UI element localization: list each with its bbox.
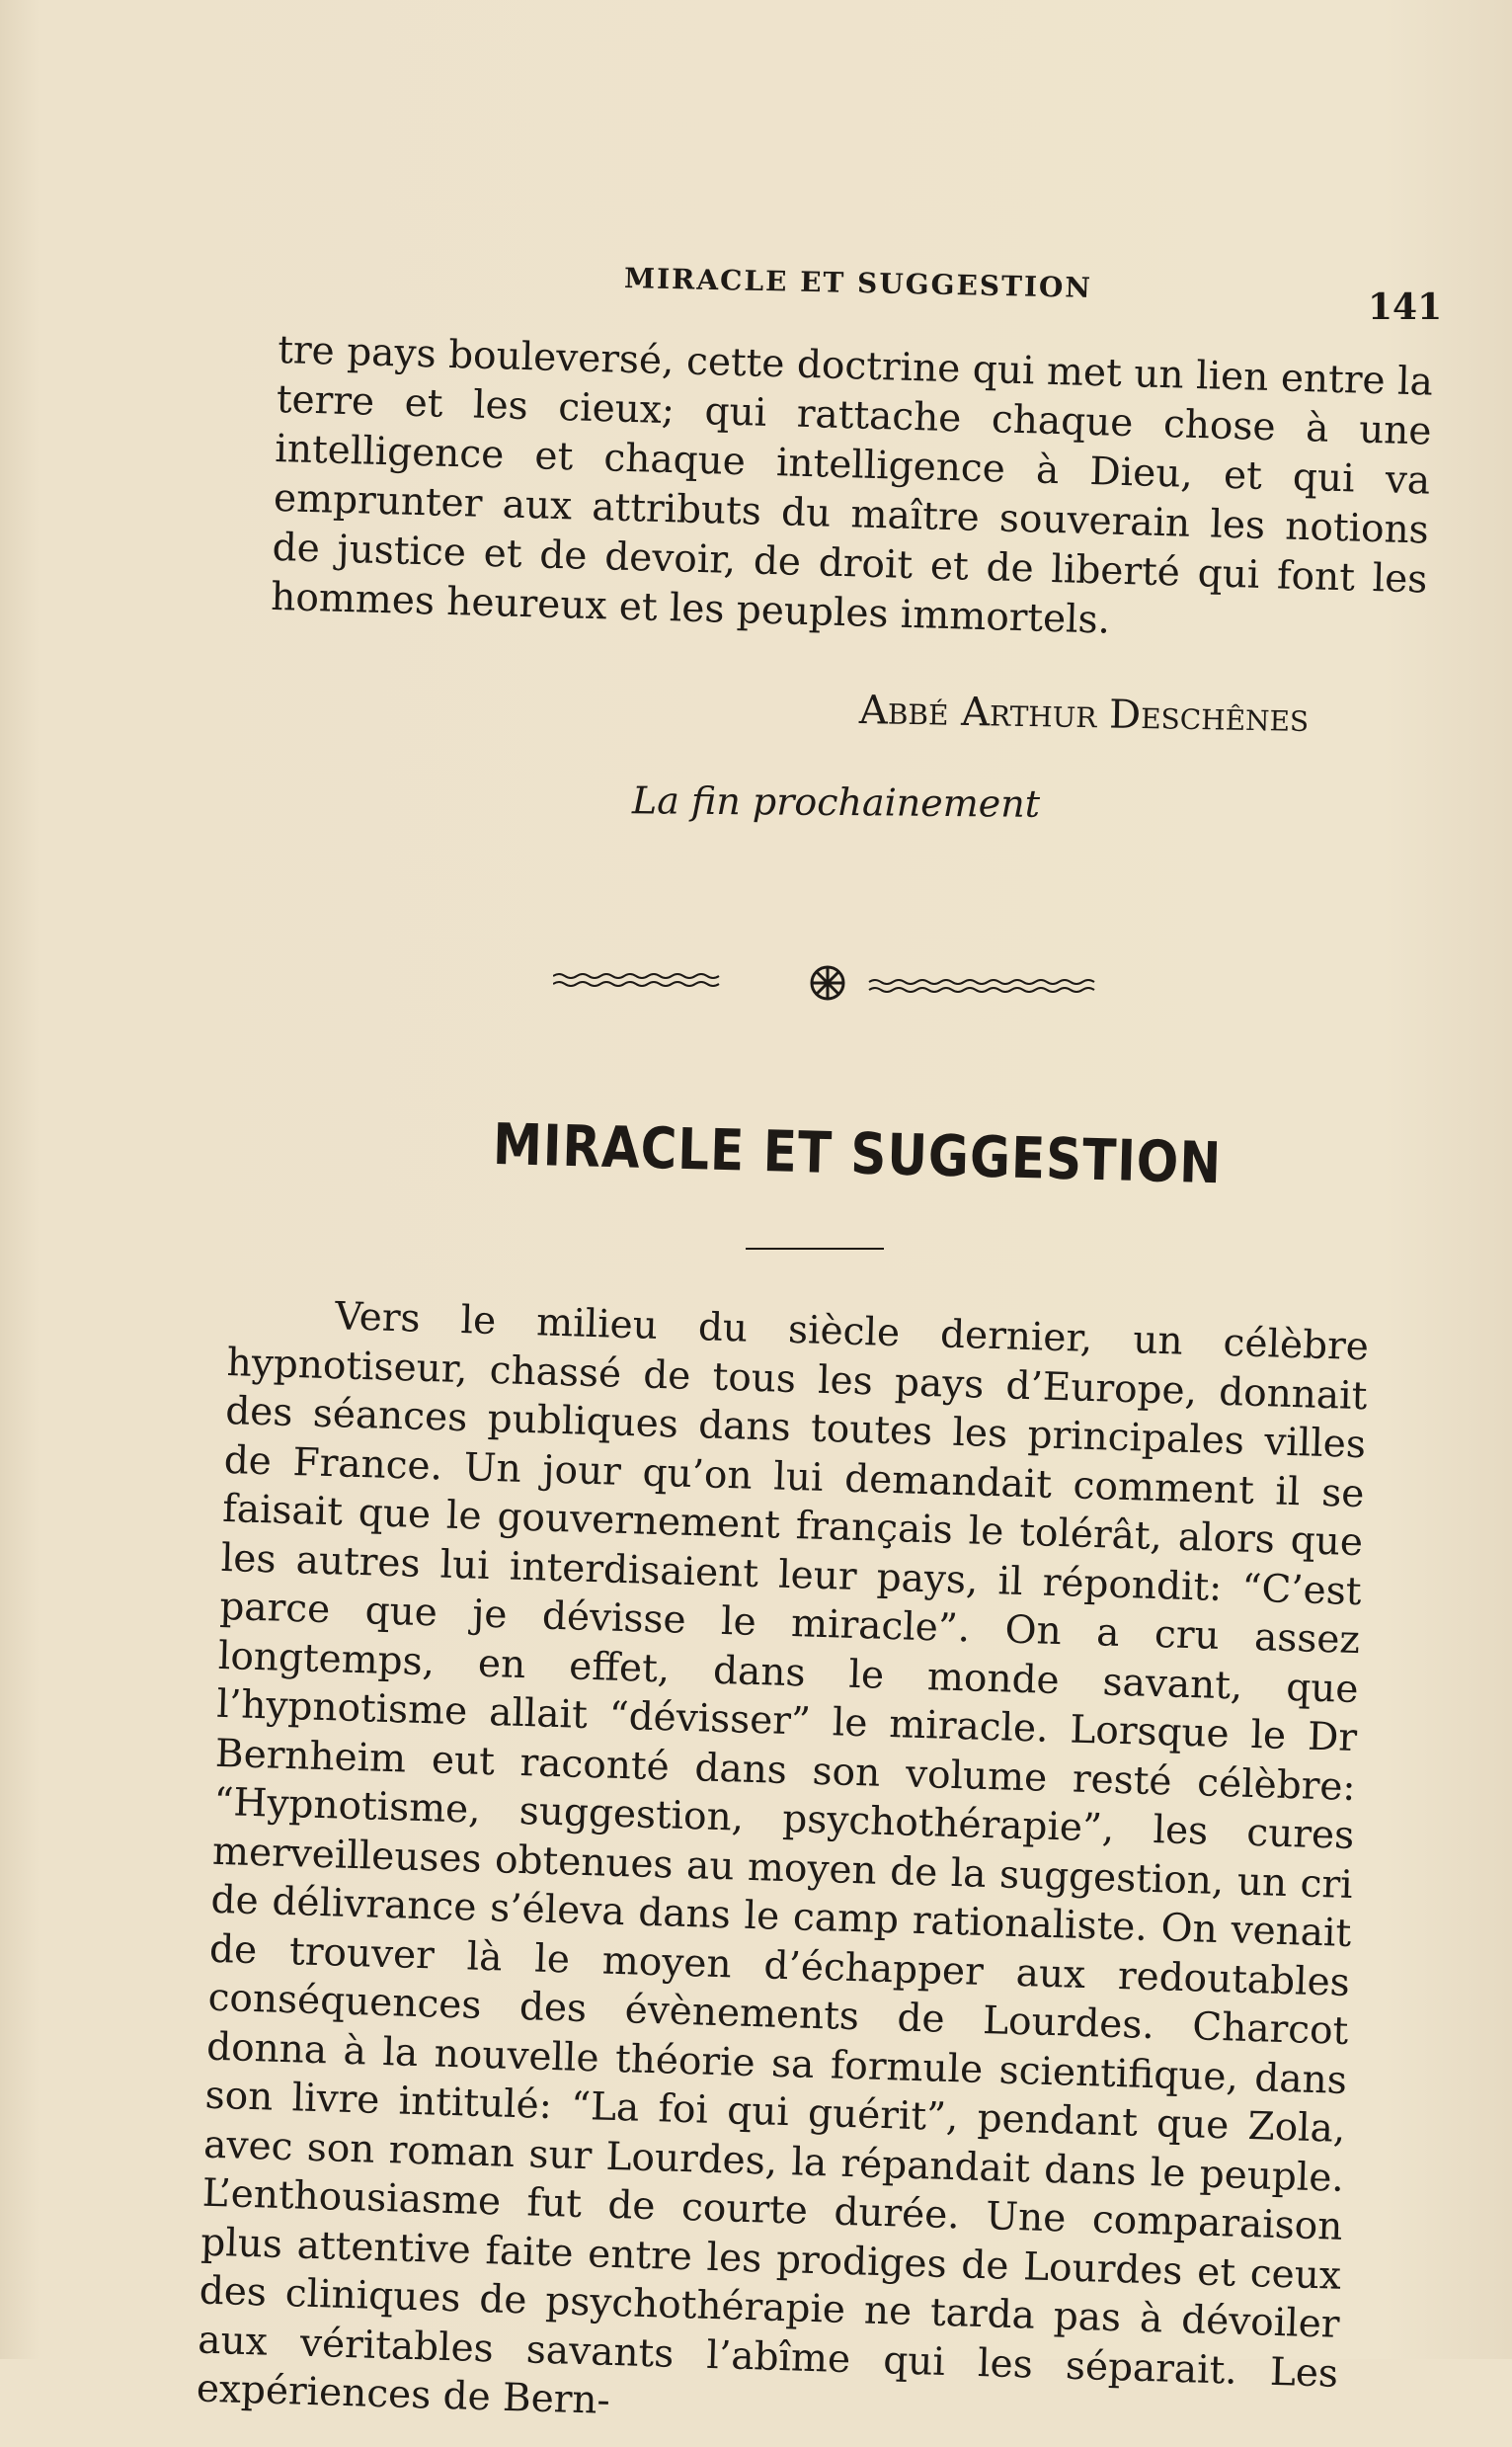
title-rule xyxy=(746,1248,884,1250)
running-head: MIRACLE ET SUGGESTION xyxy=(623,262,1093,304)
author-signature: Abbé Arthur Deschênes xyxy=(858,688,1310,741)
article-title: MIRACLE ET SUGGESTION xyxy=(492,1111,1224,1197)
closing-paragraph xyxy=(271,326,1434,655)
article-body xyxy=(196,1289,1369,2447)
continued-note: La fin prochainement xyxy=(631,778,1041,826)
ornament-divider xyxy=(553,956,1106,1006)
page-number: 141 xyxy=(1368,286,1443,328)
closing-paragraph-text: tre pays bouleversé, cette doctrine qui met un lien entre la terre et les cieux; qui rattache chaque chose à une intelligence et chaque intelligence à Dieu, et qui va emprunter aux attributs du maître souverain les notions de justice et de devoir, de droit et de liberté qui font les hommes heureux et les peuples immortels. xyxy=(270,327,1434,643)
article-body-text: Vers le milieu du siècle dernier, un célèbre hypnotiseur, chassé de tous les pays d’Europe, donnait des séances publiques dans toutes les principales villes de France. Un jour qu’on lui demandait comment il se faisait que le gouvernement français le tolérât, alors que les autres lui interdisaient leur pays, il répondit: “C’est parce que je dévisse le miracle”. On a cru assez longtemps, en effet, dans le monde savant, que l’hypnotisme allait “dévisser” le miracle. Lorsque le Dr Bernheim eut raconté dans son volume resté célèbre: “Hypnotisme, suggestion, psychothérapie”, les cures merveilleuses obtenues au moyen de la suggestion, un cri de délivrance s’éleva dans le camp rationaliste. On venait de trouver là le moyen d’échapper aux redoutables conséquences des évènements de Lourdes. Charcot donna à la nouvelle théorie sa formule scientifique, dans son livre intitulé: “La foi qui guérit”, pendant que Zola, avec son roman sur Lourdes, la répandait dans le peuple. L’enthousiasme fut de courte durée. Une comparaison plus attentive faite entre les prodiges de Lourdes et ceux des cliniques de psychothérapie ne tarda pas à dévoiler aux véritables savants l’abîme qui les séparait. Les expériences de Bern- xyxy=(196,1294,1370,2423)
